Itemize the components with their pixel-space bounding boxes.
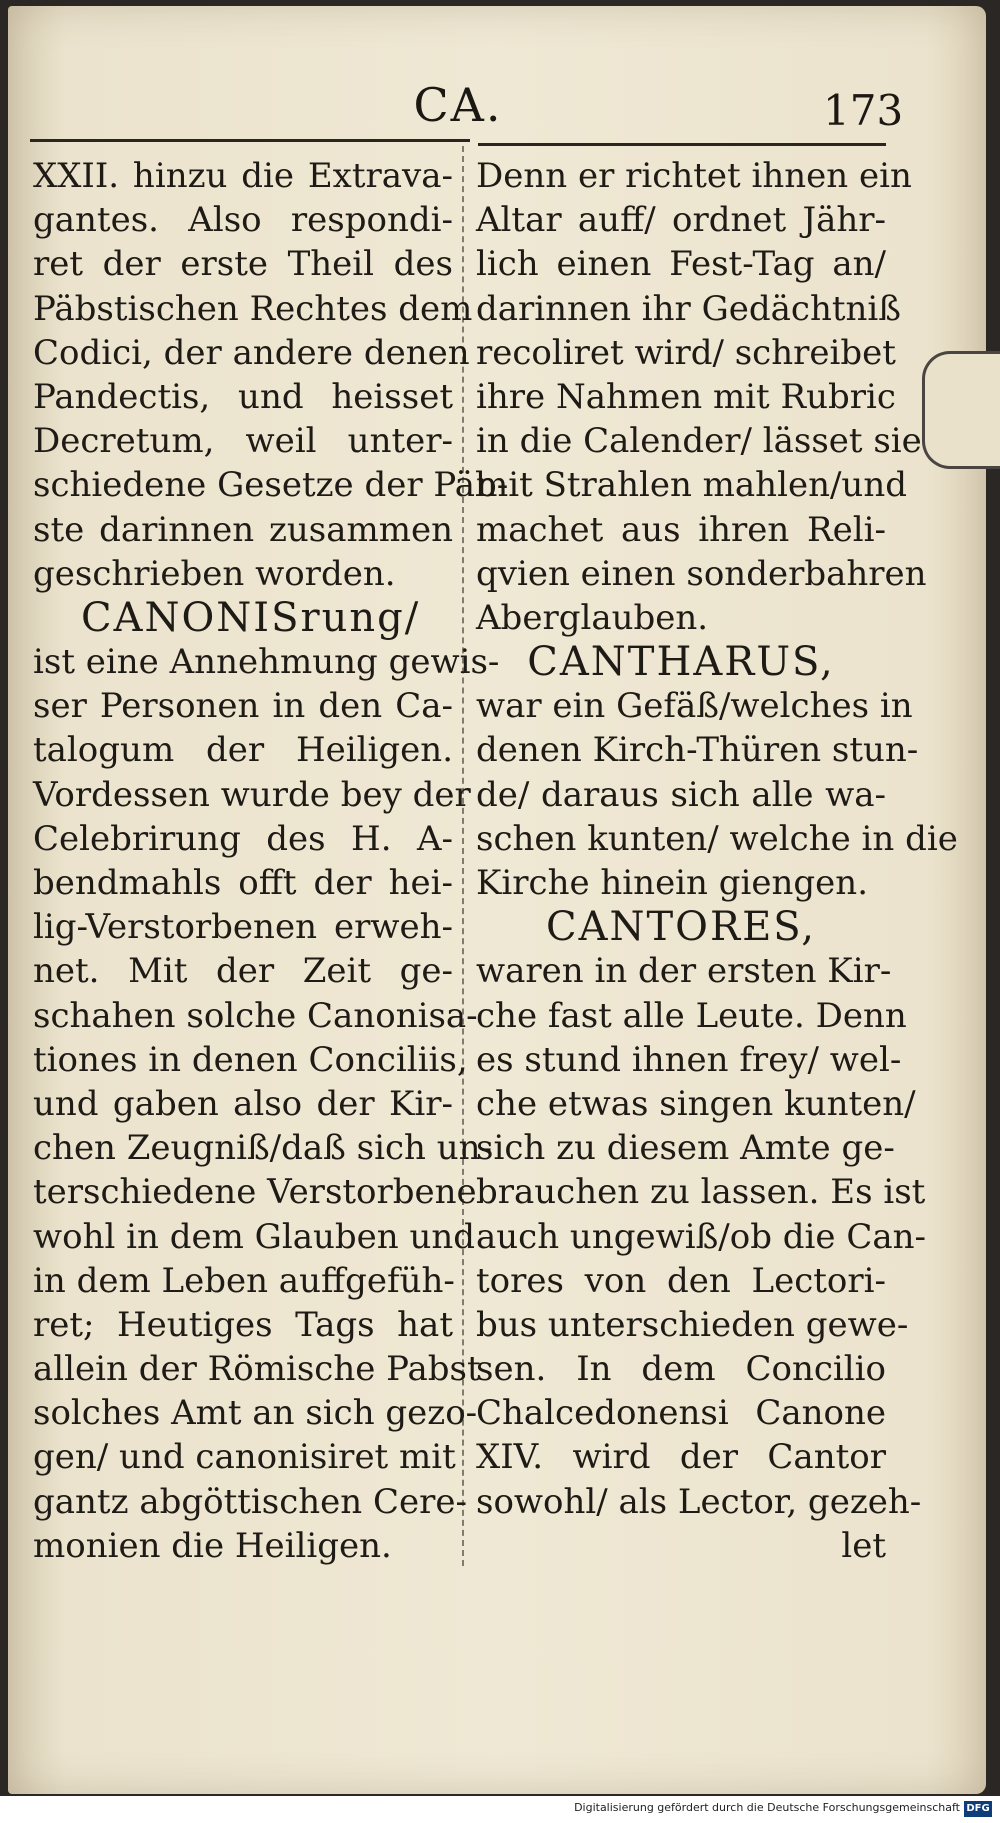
text-line: lich einen Fest-Tag an/ (476, 244, 886, 285)
text-line: ihre Nahmen mit Rubric (476, 376, 896, 417)
text-line: geschrieben worden. (33, 553, 396, 594)
text-line: tiones in denen Conciliis, (33, 1039, 468, 1080)
left-column (33, 154, 509, 1568)
text-line: Pandectis, und heisset (33, 376, 453, 417)
text-line: ser Personen in den Ca- (33, 686, 453, 727)
bookmark-tab (922, 351, 1000, 469)
text-line: ret; Heutiges Tags hat (33, 1304, 453, 1345)
text-line: che etwas singen kunten/ (476, 1083, 916, 1124)
text-line: ste darinnen zusammen (33, 509, 453, 550)
text-line: net. Mit der Zeit ge- (33, 951, 453, 992)
text-line: Päbstischen Rechtes dem (33, 288, 473, 329)
text-line: monien die Heiligen. (33, 1525, 392, 1566)
text-line: che fast alle Leute. Denn (476, 995, 907, 1036)
text-line: mit Strahlen mahlen/und (476, 465, 907, 506)
text-line: gen/ und canonisiret mit (33, 1437, 456, 1478)
text-line: gantes. Also respondi- (33, 200, 453, 241)
header-rule-right (478, 143, 886, 146)
text-line: Vordessen wurde bey der (33, 774, 471, 815)
catchword: let (841, 1525, 886, 1566)
funding-credit: Digitalisierung gefördert durch die Deutsche Forschungsgemeinschaft (574, 1801, 960, 1814)
text-line: und gaben also der Kir- (33, 1083, 453, 1124)
text-line: sen. In dem Concilio (476, 1349, 886, 1390)
text-line: de/ daraus sich alle wa- (476, 774, 886, 815)
text-line: Kirche hinein giengen. (476, 863, 869, 903)
page-number: 173 (823, 86, 904, 135)
digitization-footer (0, 1796, 1000, 1823)
text-line: lig-Verstorbenen erweh- (33, 907, 453, 948)
text-line: bus unterschieden gewe- (476, 1304, 909, 1345)
text-line: in die Calender/ lässet sie (476, 421, 922, 462)
text-line: terschiedene Verstorbene (33, 1172, 477, 1213)
book-page (8, 6, 986, 1794)
text-line: waren in der ersten Kir- (476, 951, 892, 992)
text-line: wohl in dem Glauben und (33, 1216, 476, 1257)
text-line: in dem Leben auffgefüh- (33, 1260, 455, 1301)
running-header: CA. (413, 78, 503, 132)
text-line: es stund ihnen frey/ wel- (476, 1039, 902, 1080)
text-line: tores von den Lectori- (476, 1260, 886, 1301)
text-line: allein der Römische Pabst (33, 1349, 481, 1390)
text-line: machet aus ihren Reli- (476, 509, 886, 550)
dfg-logo: DFG (964, 1801, 992, 1817)
text-line: auch ungewiß/ob die Can- (476, 1216, 927, 1257)
text-line: Decretum, weil unter- (33, 421, 453, 462)
text-line: XIV. wird der Cantor (476, 1437, 886, 1478)
text-line: darinnen ihr Gedächtniß (476, 288, 902, 329)
text-line: war ein Gefäß/welches in (476, 686, 913, 727)
text-line: Altar auff/ ordnet Jähr- (476, 200, 886, 241)
text-line: sich zu diesem Amte ge- (476, 1128, 895, 1169)
text-line: bendmahls offt der hei- (33, 863, 453, 903)
text-line: schen kunten/ welche in die (476, 818, 958, 859)
entry-heading-canonisrung: CANONISrung/ (81, 594, 421, 641)
text-line: sowohl/ als Lector, gezeh- (476, 1481, 922, 1522)
text-line: qvien einen sonderbahren (476, 553, 927, 594)
text-line: XXII. hinzu die Extrava- (33, 156, 453, 196)
text-line: solches Amt an sich gezo- (33, 1393, 478, 1434)
entry-heading-cantores: CANTORES, (546, 904, 816, 951)
text-line: schiedene Gesetze der Päb- (33, 465, 509, 506)
text-line: Chalcedonensi Canone (476, 1393, 886, 1434)
text-line: ret der erste Theil des (33, 244, 453, 285)
text-line: schahen solche Canonisa- (33, 995, 478, 1036)
text-line: gantz abgöttischen Cere- (33, 1481, 467, 1522)
text-line: denen Kirch-Thüren stun- (476, 730, 919, 771)
text-line: ist eine Annehmung gewis- (33, 642, 500, 683)
entry-heading-cantharus: CANTHARUS, (527, 639, 835, 686)
text-line: talogum der Heiligen. (33, 730, 453, 771)
text-line: brauchen zu lassen. Es ist (476, 1172, 926, 1213)
text-line: Denn er richtet ihnen ein (476, 156, 912, 196)
right-column (476, 154, 958, 1568)
text-line: recoliret wird/ schreibet (476, 332, 896, 373)
text-line: Aberglauben. (476, 597, 709, 638)
text-line: chen Zeugniß/daß sich un- (33, 1128, 493, 1169)
text-line: Celebrirung des H. A- (33, 818, 453, 859)
header-rule-left (30, 139, 470, 142)
text-line: Codici, der andere denen (33, 332, 470, 373)
